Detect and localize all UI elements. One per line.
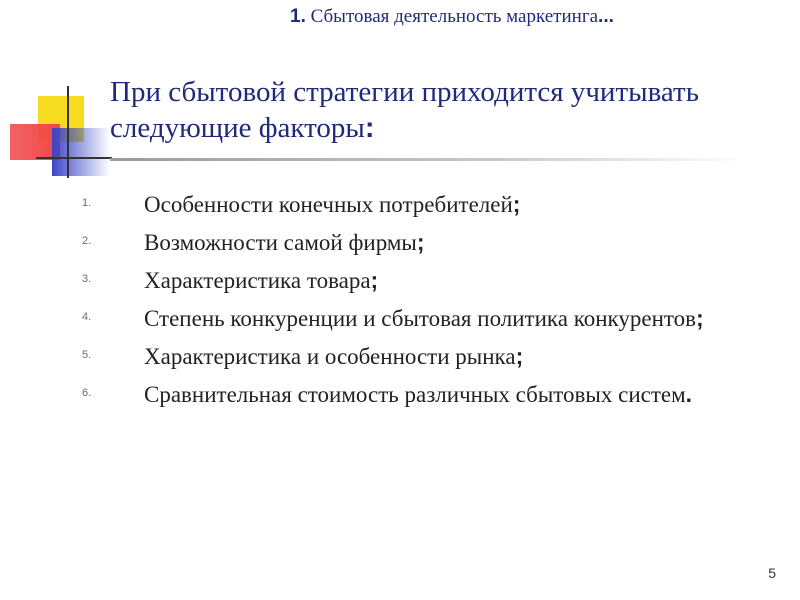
item-text: Возможности самой фирмы	[144, 230, 417, 255]
blue-square	[52, 128, 110, 176]
list-item	[82, 302, 722, 335]
item-punct: .	[685, 381, 693, 407]
slide-header	[290, 6, 614, 28]
item-text: Степень конкуренции и сбытовая политика конкурентов	[144, 306, 696, 331]
title-text: При сбытовой стратегии приходится учитывать следующие факторы	[110, 76, 699, 144]
header-number: 1.	[290, 6, 306, 27]
page-number: 5	[768, 565, 776, 581]
title-colon: :	[364, 112, 375, 144]
list-item	[82, 226, 722, 259]
slide-title	[110, 74, 770, 146]
item-punct: ;	[416, 229, 425, 255]
item-number: 1.	[82, 197, 92, 209]
item-number: 5.	[82, 349, 92, 361]
item-text: Характеристика и особенности рынка	[144, 344, 516, 369]
item-punct: ;	[512, 191, 521, 217]
list-item	[82, 188, 722, 221]
list-item	[82, 340, 722, 373]
list-item	[82, 378, 722, 411]
item-punct: ;	[515, 343, 524, 369]
header-ellipsis: ...	[598, 6, 614, 27]
item-text: Сравнительная стоимость различных сбытовых систем	[144, 382, 686, 407]
item-punct: ;	[696, 305, 704, 331]
item-number: 3.	[82, 273, 92, 285]
item-text: Особенности конечных потребителей	[144, 192, 513, 217]
item-number: 6.	[82, 387, 92, 399]
list-item	[82, 264, 722, 297]
item-number: 2.	[82, 235, 92, 247]
item-punct: ;	[370, 267, 379, 293]
header-text: Сбытовая деятельность маркетинга	[310, 6, 599, 27]
item-number: 4.	[82, 311, 92, 323]
decorative-squares	[0, 0, 120, 180]
factors-list	[82, 188, 722, 416]
title-underline	[110, 158, 750, 161]
item-text: Характеристика товара	[144, 268, 371, 293]
